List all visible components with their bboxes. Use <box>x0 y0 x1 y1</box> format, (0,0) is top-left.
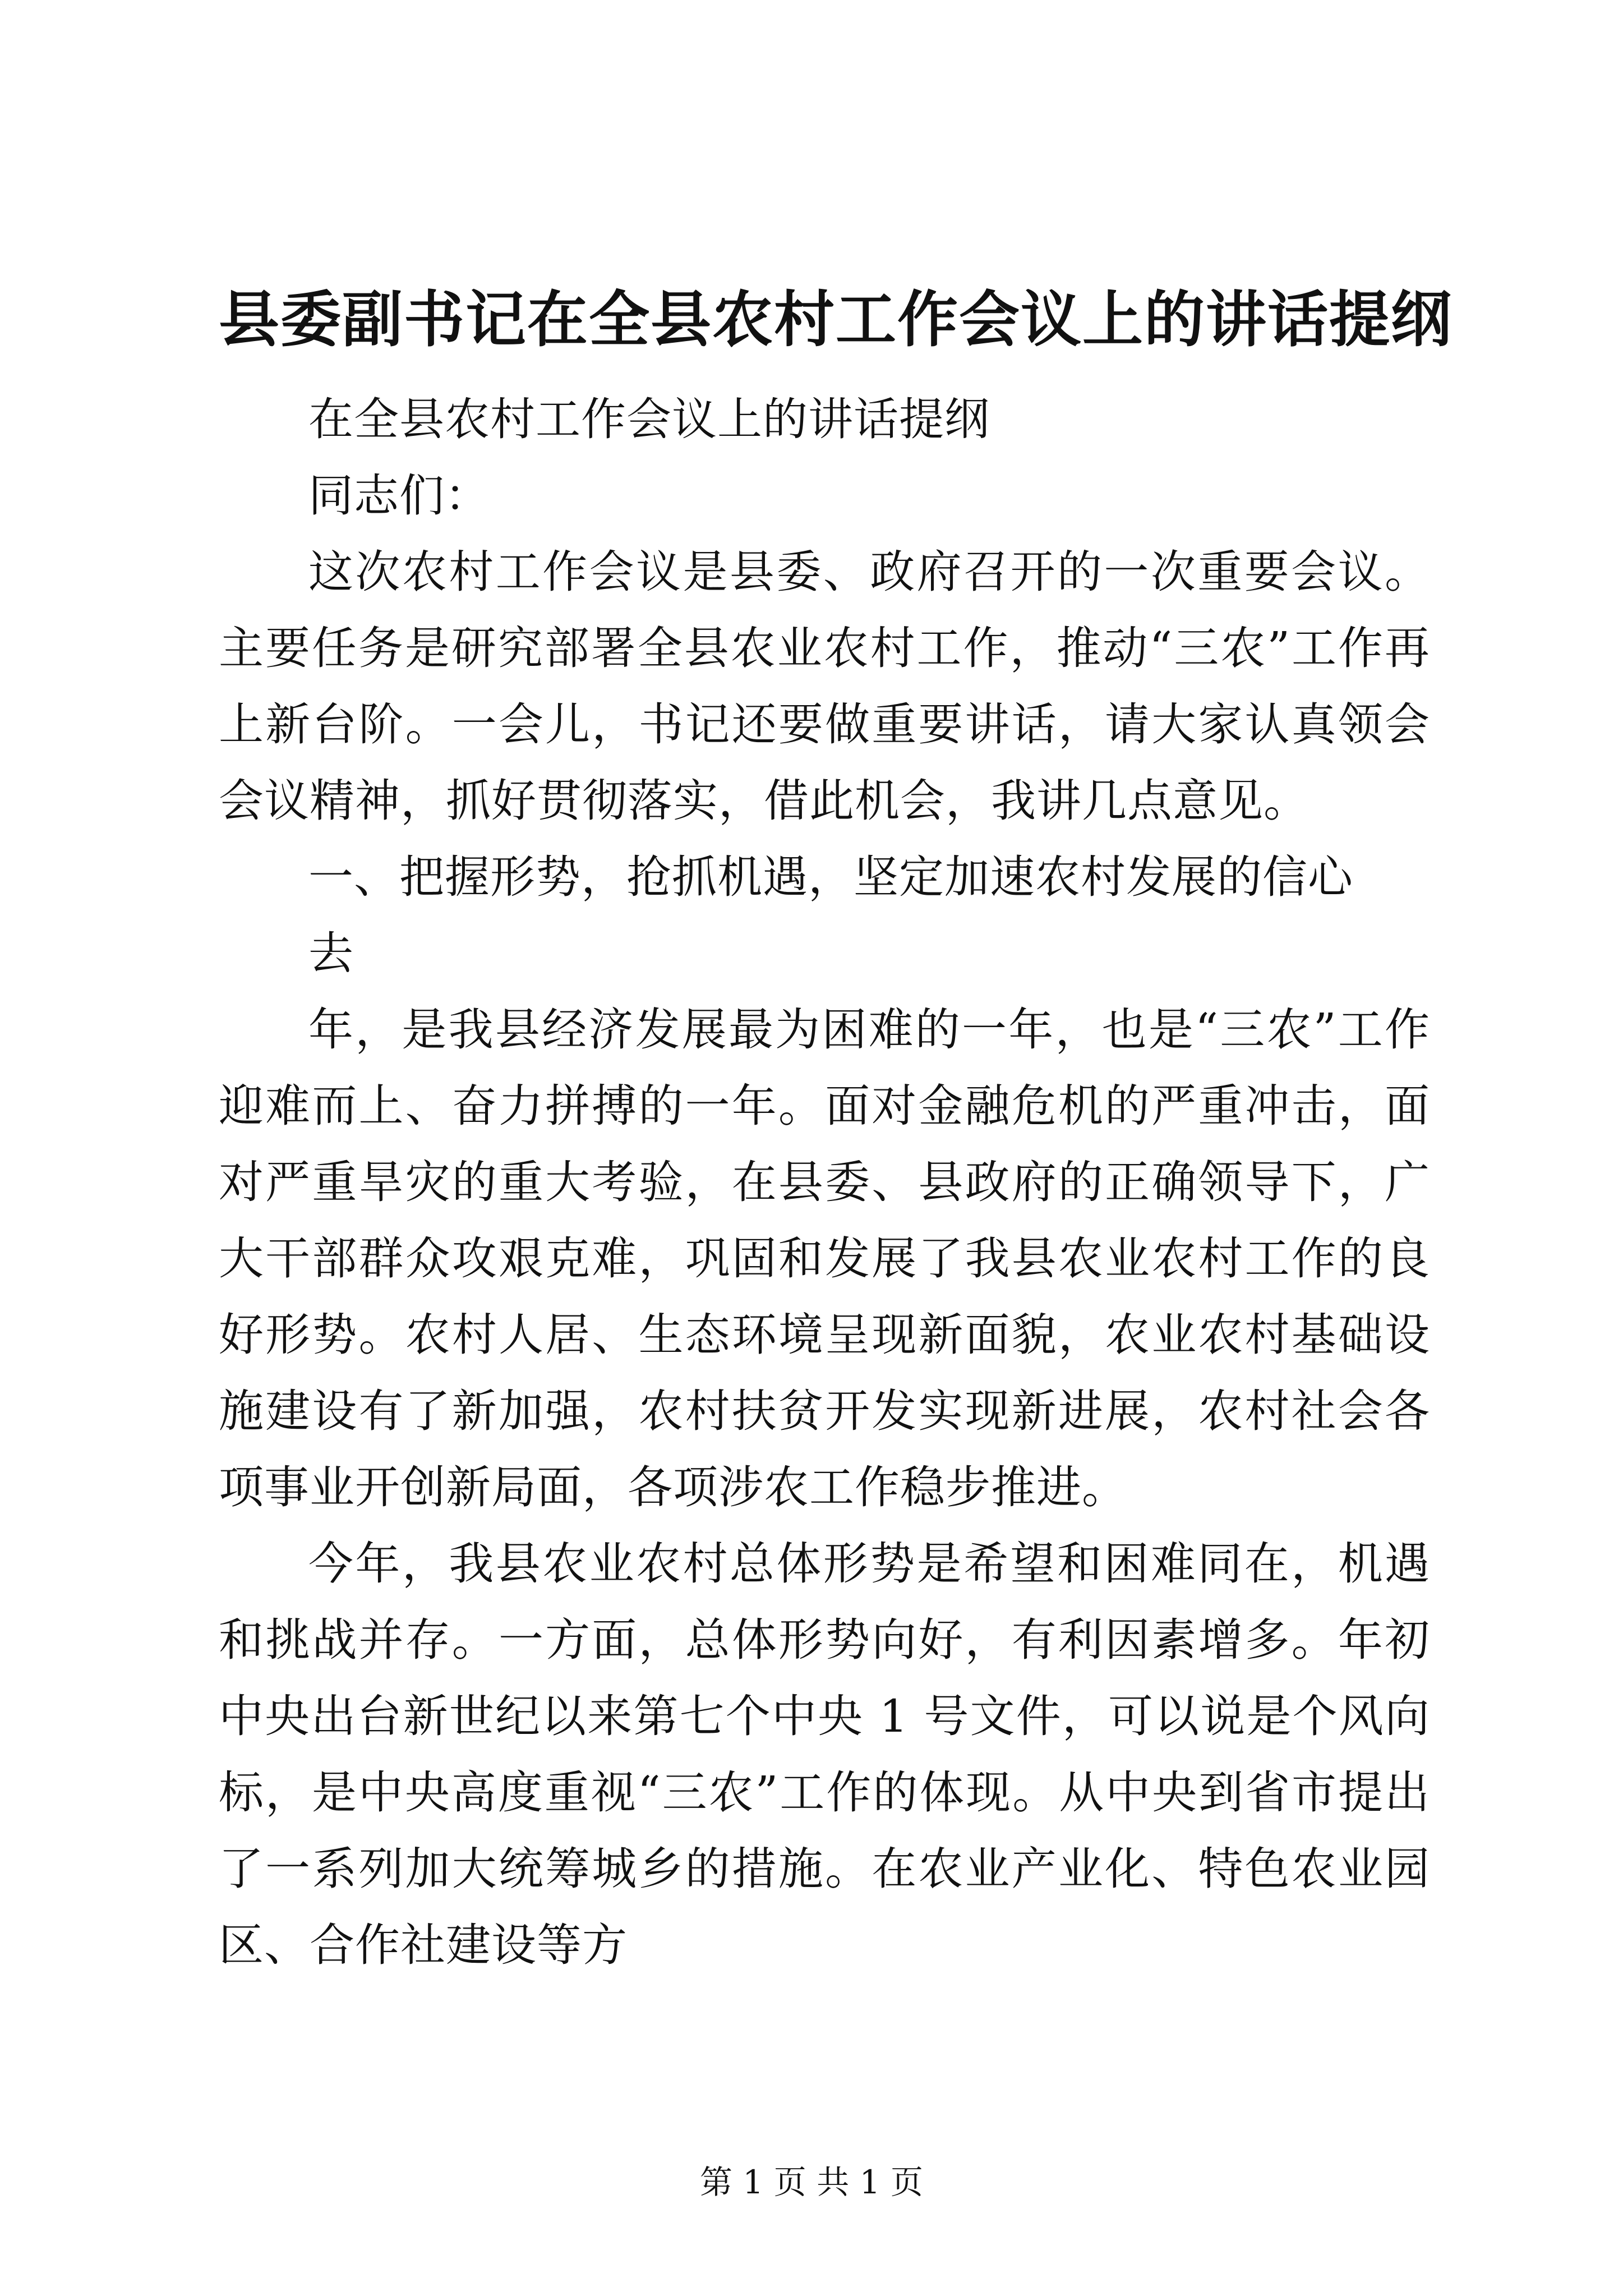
body-paragraph: 年，是我县经济发展最为困难的一年，也是“三农”工作迎难而上、奋力拼搏的一年。面对金融危机的严重冲击，面对严重旱灾的重大考验，在县委、县政府的正确领导下，广大干部群众攻艰克难，巩固和发展了我县农业农村工作的良好形势。农村人居、生态环境呈现新面貌，农业农村基础设施建设有了新加强，农村扶贫开发实现新进展，农村社会各项事业开创新局面，各项涉农工作稳步推进。 <box>219 1004 1430 1513</box>
body-paragraph: 这次农村工作会议是县委、政府召开的一次重要会议。主要任务是研究部署全县农业农村工作，推动“三农”工作再上新台阶。一会儿，书记还要做重要讲话，请大家认真领会会议精神，抓好贯彻落实，借此机会，我讲几点意见。 <box>219 546 1430 827</box>
subtitle-paragraph: 在全县农村工作会议上的讲话提纲 <box>308 393 990 445</box>
body-paragraph: 今年，我县农业农村总体形势是希望和困难同在，机遇和挑战并存。一方面，总体形势向好，有利因素增多。年初中央出台新世纪以来第七个中央 1 号文件，可以说是个风向标，是中央高度重视“三农”工作的体现。从中央到省市提出了一系列加大统筹城乡的措施。在农业产业化、特色农业园区、合作社建设等方 <box>219 1538 1430 1971</box>
salutation-paragraph: 同志们： <box>308 470 490 522</box>
document-body <box>219 381 1430 1984</box>
section-heading: 一、把握形势，抢抓机遇，坚定加速农村发展的信心 <box>308 851 1353 903</box>
document-title: 县委副书记在全县农村工作会议上的讲话提纲 <box>219 284 1453 355</box>
body-paragraph: 去 <box>308 927 354 979</box>
page-number-footer: 第 1 页 共 1 页 <box>700 2163 923 2201</box>
